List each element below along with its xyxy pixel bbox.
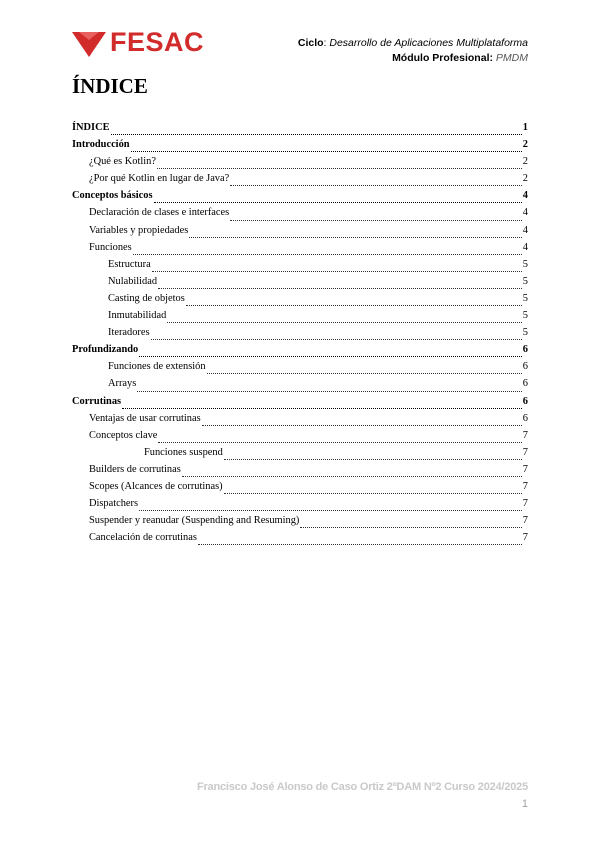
toc-dot-leader <box>167 321 522 323</box>
toc-entry[interactable] <box>72 344 528 361</box>
toc-dot-leader <box>189 236 522 238</box>
toc-entry-label: Conceptos básicos <box>72 190 153 202</box>
toc-entry-label: Suspender y reanudar (Suspending and Resuming) <box>89 515 300 527</box>
toc-entry[interactable] <box>72 361 528 378</box>
toc-entry[interactable] <box>72 327 528 344</box>
toc-entry-page: 7 <box>522 532 528 544</box>
toc-entry-label: Introducción <box>72 139 130 151</box>
header-modulo <box>392 52 528 64</box>
toc-entry-page: 2 <box>522 173 528 185</box>
toc-entry-page: 5 <box>522 258 528 270</box>
toc-dot-leader <box>152 270 522 272</box>
toc-entry[interactable] <box>72 156 528 173</box>
toc-entry-page: 6 <box>522 412 528 424</box>
toc-entry[interactable] <box>72 310 528 327</box>
toc-entry[interactable] <box>72 139 528 156</box>
toc-dot-leader <box>111 133 522 135</box>
toc-entry-page: 6 <box>522 395 528 407</box>
toc-entry-label: Dispatchers <box>89 498 139 510</box>
modulo-value: PMDM <box>495 52 528 64</box>
toc-dot-leader <box>122 407 522 409</box>
toc-entry-label: Conceptos clave <box>89 429 158 441</box>
toc-dot-leader <box>230 184 522 186</box>
toc-entry[interactable] <box>72 430 528 447</box>
toc-entry-page: 7 <box>522 515 528 527</box>
toc-entry-label: ÍNDICE <box>72 122 110 133</box>
toc-dot-leader <box>224 458 522 460</box>
toc-entry[interactable] <box>72 447 528 464</box>
toc-entry-label: Arrays <box>108 378 137 390</box>
toc-dot-leader <box>139 355 522 357</box>
toc-entry-page: 6 <box>522 361 528 373</box>
toc-entry-label: Funciones <box>89 241 132 253</box>
toc-entry-label: Declaración de clases e interfaces <box>89 207 230 219</box>
logo-text: FESAC <box>110 27 205 57</box>
toc-entry-page: 7 <box>522 498 528 510</box>
toc-dot-leader <box>186 304 522 306</box>
toc-entry[interactable] <box>72 293 528 310</box>
toc-entry[interactable] <box>72 532 528 549</box>
toc-entry[interactable] <box>72 481 528 498</box>
toc-entry[interactable] <box>72 207 528 224</box>
toc-entry[interactable] <box>72 413 528 430</box>
toc-entry-page: 2 <box>522 156 528 168</box>
toc-dot-leader <box>151 338 522 340</box>
toc-entry[interactable] <box>72 259 528 276</box>
page-title: ÍNDICE <box>72 74 148 98</box>
toc-entry[interactable] <box>72 242 528 259</box>
toc-entry-page: 5 <box>522 292 528 304</box>
toc-entry-label: Inmutabilidad <box>108 310 167 322</box>
toc-entry-label: Variables y propiedades <box>89 224 189 236</box>
toc-entry-page: 5 <box>522 275 528 287</box>
toc-dot-leader <box>202 424 522 426</box>
toc-entry-label: Nulabilidad <box>108 275 158 287</box>
toc-entry-label: Estructura <box>108 258 151 270</box>
toc-dot-leader <box>207 372 522 374</box>
toc-entry-page: 7 <box>522 463 528 475</box>
toc-entry[interactable] <box>72 122 528 139</box>
toc-entry-page: 5 <box>522 310 528 322</box>
toc-entry-page: 4 <box>522 190 528 202</box>
toc-entry-page: 2 <box>522 139 528 151</box>
toc-dot-leader <box>154 201 522 203</box>
toc-dot-leader <box>230 219 522 221</box>
toc-entry[interactable] <box>72 515 528 532</box>
toc-entry-label: Funciones suspend <box>144 446 223 458</box>
toc-entry[interactable] <box>72 173 528 190</box>
header-ciclo <box>298 37 528 49</box>
ciclo-colon: : <box>323 37 330 49</box>
toc-entry-page: 7 <box>522 446 528 458</box>
toc-dot-leader <box>300 526 521 528</box>
toc-entry[interactable] <box>72 464 528 481</box>
toc-dot-leader <box>131 150 522 152</box>
toc-entry[interactable] <box>72 378 528 395</box>
toc-entry[interactable] <box>72 498 528 515</box>
toc-entry-label: ¿Por qué Kotlin en lugar de Java? <box>89 173 230 185</box>
toc-dot-leader <box>158 441 521 443</box>
toc-dot-leader <box>139 509 522 511</box>
toc-entry-label: Casting de objetos <box>108 292 185 304</box>
toc-entry-page: 4 <box>522 207 528 219</box>
fesac-logo-mark-icon <box>72 30 106 58</box>
toc-entry-page: 1 <box>522 122 528 133</box>
toc-dot-leader <box>133 253 522 255</box>
toc-entry-page: 6 <box>522 344 528 356</box>
toc-entry-label: Cancelación de corrutinas <box>89 532 197 544</box>
fesac-logo <box>72 27 205 58</box>
ciclo-label: Ciclo <box>297 37 324 49</box>
toc-entry[interactable] <box>72 276 528 293</box>
toc-entry[interactable] <box>72 190 528 207</box>
toc-entry-label: Profundizando <box>72 344 139 356</box>
toc-entry-page: 7 <box>522 480 528 492</box>
toc-dot-leader <box>198 543 522 545</box>
toc-entry-label: Scopes (Alcances de corrutinas) <box>89 480 223 492</box>
page-number: 1 <box>521 798 528 810</box>
toc-dot-leader <box>158 287 522 289</box>
toc-dot-leader <box>182 475 522 477</box>
toc-entry-page: 7 <box>522 429 528 441</box>
modulo-label: Módulo Profesional: <box>392 52 493 64</box>
toc-entry-label: Ventajas de usar corrutinas <box>89 412 201 424</box>
toc-entry-label: Iteradores <box>108 327 150 339</box>
footer-author: Francisco José Alonso de Caso Ortiz 2ºDAM Nº2 Curso 2024/2025 <box>196 781 528 793</box>
toc-entry[interactable] <box>72 396 528 413</box>
toc-entry-page: 4 <box>522 224 528 236</box>
toc-dot-leader <box>157 167 522 169</box>
toc-entry-label: Funciones de extensión <box>108 361 206 373</box>
toc-entry-page: 4 <box>522 241 528 253</box>
table-of-contents <box>72 122 528 549</box>
ciclo-value: Desarrollo de Aplicaciones Multiplataforma <box>329 37 528 49</box>
toc-entry-label: Corrutinas <box>72 395 122 407</box>
toc-entry-page: 5 <box>522 327 528 339</box>
toc-entry-label: Builders de corrutinas <box>89 463 181 475</box>
toc-dot-leader <box>224 492 522 494</box>
toc-entry-page: 6 <box>522 378 528 390</box>
toc-entry-label: ¿Qué es Kotlin? <box>89 156 156 168</box>
toc-entry[interactable] <box>72 225 528 242</box>
toc-dot-leader <box>137 390 522 392</box>
